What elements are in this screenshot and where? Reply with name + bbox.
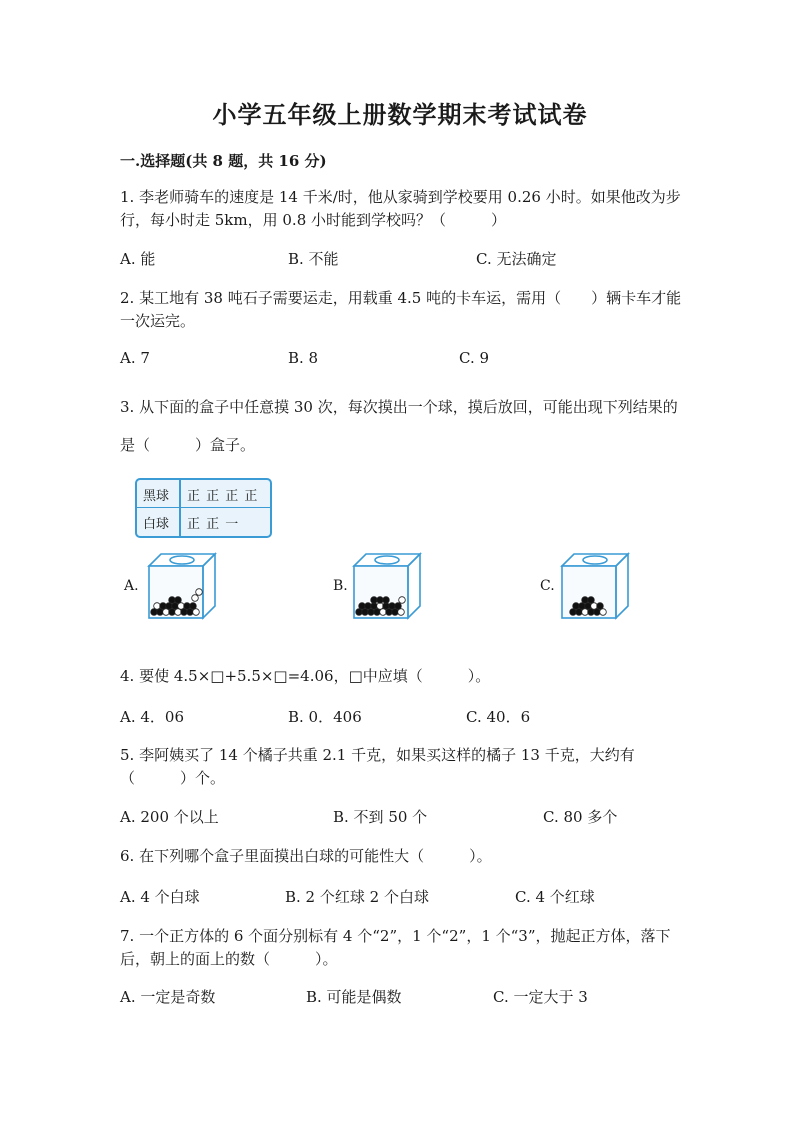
q3-option-c: C. bbox=[540, 578, 555, 594]
q4-option-a: A. 4．06 bbox=[120, 708, 184, 726]
q3-option-b: B. bbox=[333, 578, 348, 594]
box-c-image bbox=[558, 550, 630, 622]
q7-option-a: A. 一定是奇数 bbox=[120, 988, 216, 1006]
tally-white-value: 正 正 一 bbox=[187, 517, 240, 532]
section-heading: 一.选择题(共 8 题，共 16 分) bbox=[120, 152, 327, 170]
tally-white-label: 白球 bbox=[143, 517, 170, 532]
box-b-image bbox=[350, 550, 422, 622]
q6-option-a: A. 4 个白球 bbox=[120, 888, 200, 906]
tally-table bbox=[135, 478, 272, 538]
exam-title: 小学五年级上册数学期末考试试卷 bbox=[212, 100, 588, 129]
tally-black-label: 黑球 bbox=[143, 489, 170, 504]
q6-option-c: C. 4 个红球 bbox=[515, 888, 595, 906]
tally-black-value: 正 正 正 正 bbox=[187, 489, 259, 504]
q1-option-c: C. 无法确定 bbox=[476, 250, 557, 268]
q5-option-c: C. 80 多个 bbox=[543, 808, 618, 826]
q7-option-b: B. 可能是偶数 bbox=[306, 988, 402, 1006]
q5-option-a: A. 200 个以上 bbox=[120, 808, 219, 826]
q1-option-b: B. 不能 bbox=[288, 250, 339, 268]
q1-option-a: A. 能 bbox=[120, 250, 156, 268]
question-3: 3. 从下面的盒子中任意摸 30 次，每次摸出一个球，摸后放回，可能出现下列结果的是（ ）盒子。 bbox=[120, 398, 678, 454]
q6-option-b: B. 2 个红球 2 个白球 bbox=[285, 888, 429, 906]
q4-option-b: B. 0．406 bbox=[288, 708, 362, 726]
question-2: 2. 某工地有 38 吨石子需要运走，用载重 4.5 吨的卡车运，需用（ ）辆卡车才能一次运完。 bbox=[120, 289, 682, 330]
q2-option-c: C. 9 bbox=[459, 349, 490, 367]
q7-option-c: C. 一定大于 3 bbox=[493, 988, 588, 1006]
q2-option-b: B. 8 bbox=[288, 349, 319, 367]
q2-option-a: A. 7 bbox=[120, 349, 150, 367]
tally-row-white bbox=[137, 508, 270, 535]
question-5: 5. 李阿姨买了 14 个橘子共重 2.1 千克，如果买这样的橘子 13 千克，大约有（ ）个。 bbox=[120, 746, 635, 787]
question-6: 6. 在下列哪个盒子里面摸出白球的可能性大（ ）。 bbox=[120, 847, 492, 865]
question-7: 7. 一个正方体的 6 个面分别标有 4 个“2”，1 个“2”，1 个“3”，抛起正方体，落下后，朝上的面上的数（ ）。 bbox=[120, 927, 671, 968]
box-a-image bbox=[145, 550, 217, 622]
q4-option-c: C. 40．6 bbox=[466, 708, 531, 726]
q3-option-a: A. bbox=[124, 578, 139, 594]
q5-option-b: B. 不到 50 个 bbox=[333, 808, 428, 826]
question-1: 1. 李老师骑车的速度是 14 千米/时，他从家骑到学校要用 0.26 小时。如果他改为步行，每小时走 5km，用 0.8 小时能到学校吗？（ ） bbox=[120, 188, 681, 229]
question-4: 4. 要使 4.5×□+5.5×□=4.06，□中应填（ ）。 bbox=[120, 667, 491, 685]
tally-row-black bbox=[137, 480, 270, 508]
